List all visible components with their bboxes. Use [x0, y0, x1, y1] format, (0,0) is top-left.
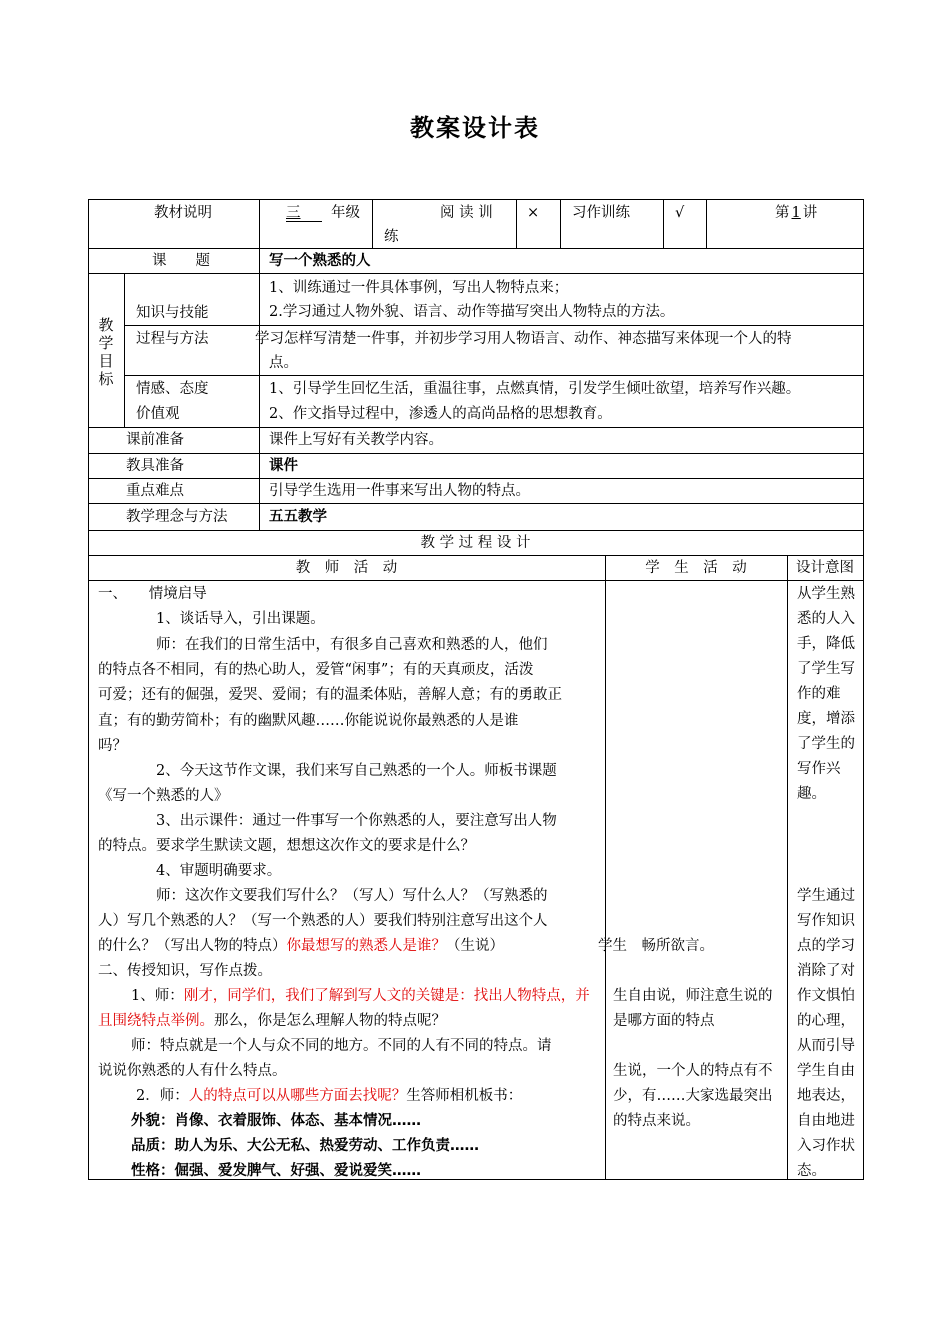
col-divider	[259, 199, 260, 530]
goals-group-label: 教学目标	[98, 316, 114, 388]
row-divider	[124, 375, 864, 376]
col-divider	[124, 273, 125, 427]
teacher-line: 说说你熟悉的人有什么特点。	[98, 1063, 287, 1079]
teacher-activity-header: 教 师 活 动	[295, 560, 398, 576]
teacher-line: 一、 情境启导	[98, 586, 207, 602]
teacher-text-highlight: 人的特点可以从哪些方面去找呢？	[188, 1088, 407, 1104]
teacher-board-line: 性格：倔强、爱发脾气、好强、爱说爱笑……	[131, 1163, 421, 1179]
tools-value: 课件	[269, 458, 298, 474]
teacher-text-highlight: 你最想写的熟悉人是谁？	[286, 938, 446, 954]
writing-mark: √	[675, 205, 685, 221]
lecture-suffix: 讲	[802, 205, 818, 221]
teacher-line	[136, 1084, 522, 1109]
student-note: 学生 畅所欲言。	[598, 938, 714, 954]
key-points-value: 引导学生选用一件事来写出人物的特点。	[269, 483, 530, 499]
tools-label: 教具准备	[126, 458, 184, 474]
teacher-line: 的特点各不相同，有的热心助人，爱管“闲事”；有的天真顽皮，活泼	[98, 662, 534, 678]
lecture-prefix: 第	[775, 205, 790, 221]
process-line1: 学习怎样写清楚一件事，并初步学习用人物语言、动作、神态描写来体现一个人的特	[255, 331, 792, 347]
lecture-num: 1	[791, 205, 801, 221]
reading-label: 阅 读 训	[440, 205, 493, 221]
emotion-label-cont: 价值观	[136, 406, 180, 422]
teacher-line: 吗？	[98, 738, 127, 754]
teacher-line: 的特点。要求学生默读文题，想想这次作文的要求是什么？	[98, 838, 475, 854]
topic-value: 写一个熟悉的人	[269, 253, 371, 269]
teacher-line: 二、传授知识，写作点拨。	[98, 963, 272, 979]
col-divider	[663, 199, 664, 248]
student-note: 生说，一个人的特点有不少，有……大家选最突出的特点来说。	[613, 1063, 773, 1129]
grade-label: 年级	[331, 205, 360, 221]
method-value: 五五教学	[269, 509, 327, 525]
process-design-title: 教 学 过 程 设 计	[420, 535, 531, 551]
teacher-text: 1、师：	[131, 988, 184, 1004]
intent-note: 从学生熟悉的人入手，降低了学生写作的难度，增添了学生的写作兴趣。	[797, 586, 855, 802]
grade-value: 三	[286, 205, 301, 221]
knowledge-label: 知识与技能	[136, 305, 209, 321]
pre-class-value: 课件上写好有关教学内容。	[269, 432, 443, 448]
teacher-text: （生说）	[446, 938, 504, 954]
grade-underline	[286, 221, 322, 222]
teacher-board-line: 外貌：肖像、衣着服饰、体态、基本情况……	[131, 1113, 421, 1129]
table-border-left	[88, 199, 89, 1180]
row-divider	[124, 325, 864, 326]
teacher-line: 直；有的勤劳简朴；有的幽默风趣……你能说说你最熟悉的人是谁	[98, 713, 519, 729]
row-divider	[88, 427, 864, 428]
teacher-line: 师：这次作文要我们写什么？（写人）写什么人？（写熟悉的	[156, 888, 548, 904]
teacher-text-highlight: 且围绕特点举例。	[98, 1013, 214, 1029]
teacher-line: 可爱；还有的倔强，爱哭、爱闹；有的温柔体贴，善解人意；有的勇敢正	[98, 687, 562, 703]
reading-mark: ×	[527, 205, 540, 221]
emotion-line2: 2、作文指导过程中，渗透人的高尚品格的思想教育。	[269, 406, 612, 422]
table-border-right	[863, 199, 864, 1180]
teacher-text: 2．师：	[136, 1088, 189, 1104]
teacher-line: 3、出示课件：通过一件事写一个你熟悉的人，要注意写出人物	[156, 813, 557, 829]
table-border-top	[88, 199, 864, 200]
teacher-line: 2、今天这节作文课，我们来写自己熟悉的一个人。师板书课题	[156, 763, 557, 779]
teacher-line: 1、谈话导入，引出课题。	[156, 611, 325, 627]
writing-label: 习作训练	[572, 205, 630, 221]
teacher-line: 师：在我们的日常生活中，有很多自己喜欢和熟悉的人，他们	[156, 637, 548, 653]
process-label: 过程与方法	[136, 331, 209, 347]
teacher-line: 师：特点就是一个人与众不同的地方。不同的人有不同的特点。请	[131, 1038, 552, 1054]
pre-class-label: 课前准备	[126, 432, 184, 448]
process-line2: 点。	[269, 355, 298, 371]
teacher-text: 生答师相机板书：	[406, 1088, 523, 1104]
knowledge-line2: 2.学习通过人物外貌、语言、动作等描写突出人物特点的方法。	[269, 304, 675, 320]
teacher-line: 4、审题明确要求。	[156, 863, 282, 879]
key-points-label: 重点难点	[126, 483, 184, 499]
col-divider	[560, 199, 561, 248]
teacher-line: 《写一个熟悉的人》	[98, 788, 229, 804]
teacher-board-line: 品质：助人为乐、大公无私、热爱劳动、工作负责……	[131, 1138, 479, 1154]
teacher-line: 人）写几个熟悉的人？（写一个熟悉的人）要我们特别注意写出这个人	[98, 913, 548, 929]
design-intent-header: 设计意图	[796, 560, 854, 576]
col-divider	[372, 199, 373, 248]
col-divider	[516, 199, 517, 248]
teacher-line	[98, 1009, 446, 1034]
col-divider	[605, 555, 606, 1180]
intent-note: 学生通过写作知识点的学习消除了对作文惧怕的心理，从而引导学生自由地表达，自由地进入习作状态。	[797, 888, 855, 1179]
emotion-line1: 1、引导学生回忆生活，重温往事，点燃真情，引发学生倾吐欲望，培养写作兴趣。	[269, 381, 801, 397]
teacher-line	[98, 934, 504, 959]
knowledge-line1: 1、训练通过一件具体事例，写出人物特点来；	[269, 280, 569, 296]
student-note: 生自由说，师注意生说的是哪方面的特点	[613, 988, 773, 1029]
teacher-text-highlight: 刚才，同学们，我们了解到写人文的关键是：找出人物特点，并	[183, 988, 590, 1004]
reading-label-cont: 练	[384, 229, 399, 245]
col-divider	[787, 555, 788, 1180]
topic-label: 课 题	[152, 253, 210, 269]
lecture-number	[775, 201, 817, 226]
emotion-label: 情感、态度	[136, 381, 209, 397]
teacher-line	[131, 984, 590, 1009]
teacher-text: 的什么？（写出人物的特点）	[98, 938, 287, 954]
page-title: 教案设计表	[410, 114, 540, 142]
material-label: 教材说明	[154, 205, 212, 221]
method-label: 教学理念与方法	[126, 509, 228, 525]
row-divider	[88, 453, 864, 454]
col-divider	[706, 199, 707, 248]
teacher-text: 那么，你是怎么理解人物的特点呢？	[214, 1013, 446, 1029]
student-activity-header: 学 生 活 动	[645, 560, 747, 576]
